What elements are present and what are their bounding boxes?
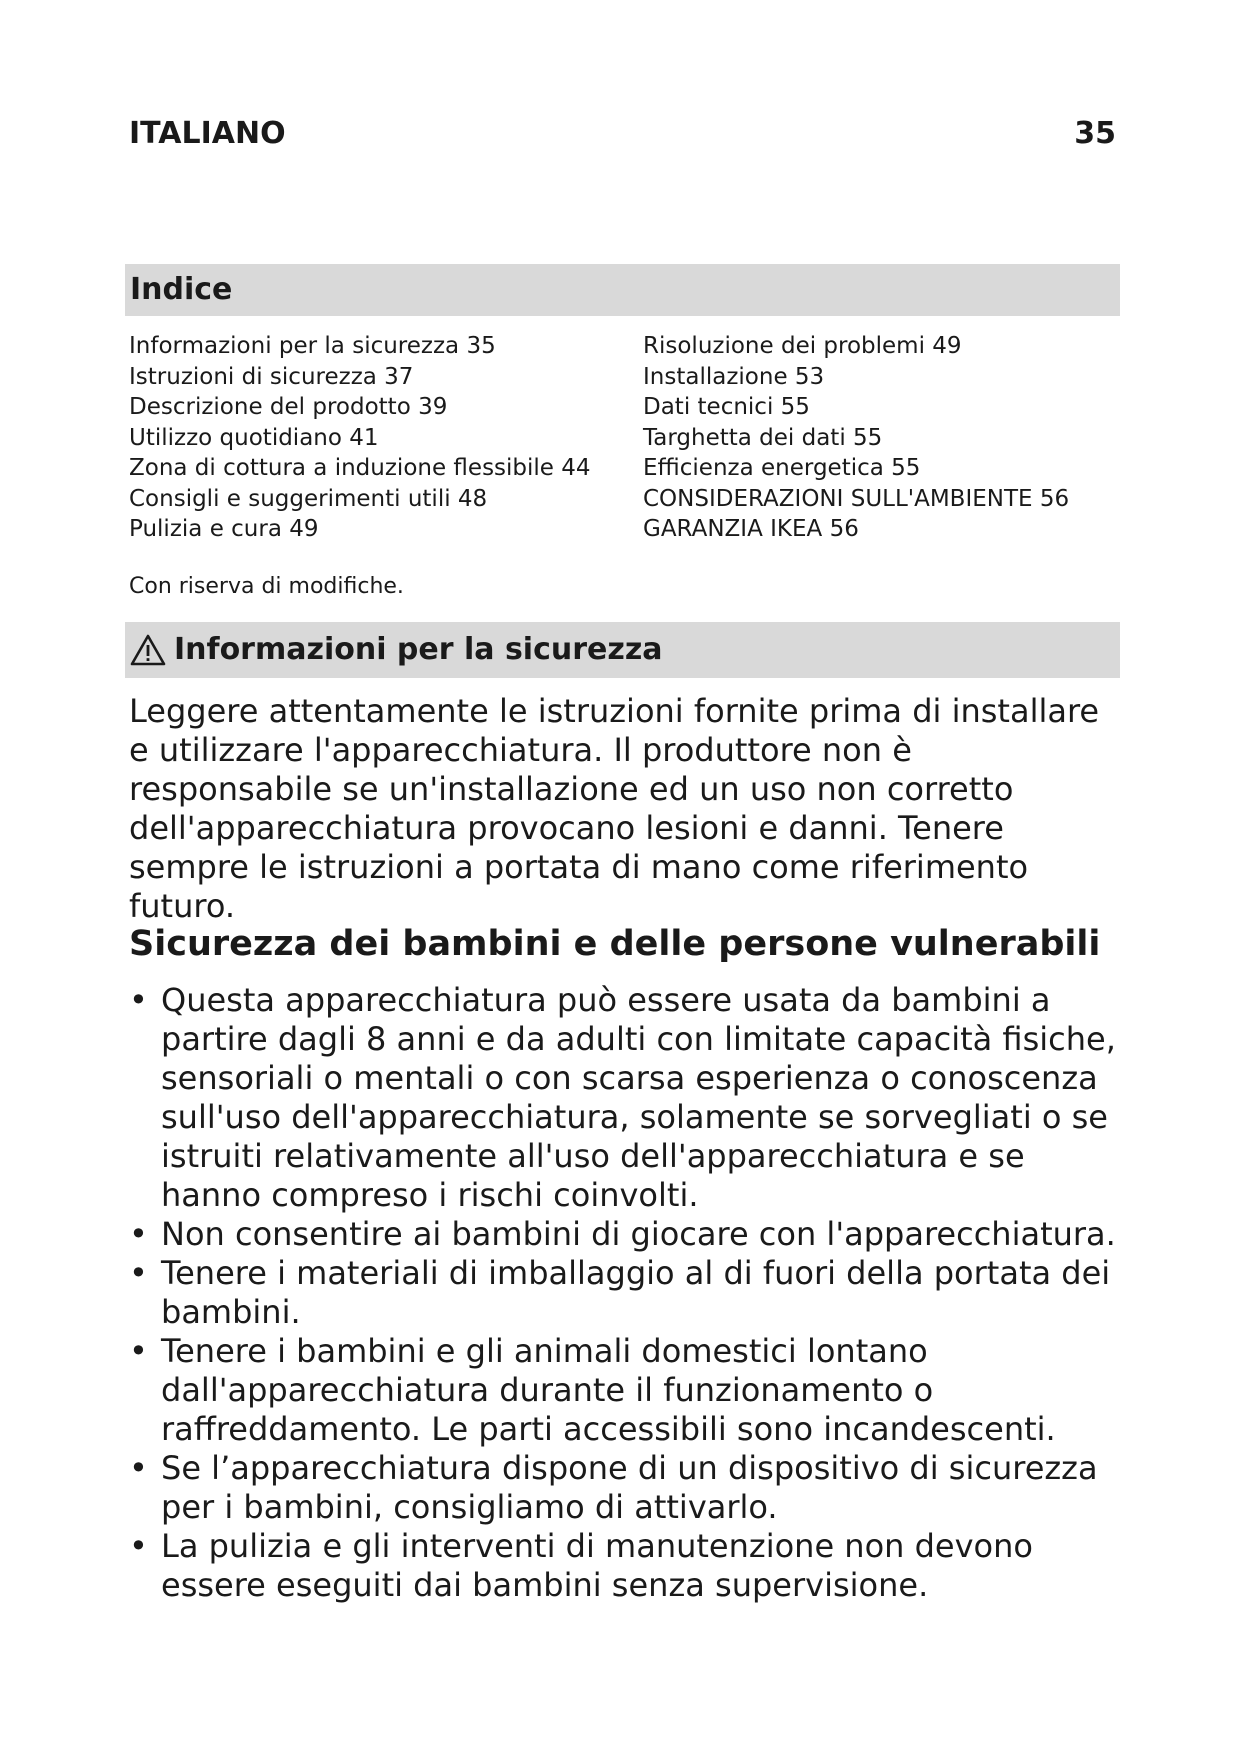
- toc-entry: Dati tecnici 55: [643, 394, 810, 420]
- safety-header-band: [125, 622, 1120, 678]
- list-item: [129, 1215, 1124, 1254]
- children-safety-list: [129, 981, 1124, 1605]
- change-notice: Con riserva di modifiche.: [129, 574, 404, 599]
- toc-entry: Consigli e suggerimenti utili 48: [129, 485, 488, 512]
- toc-entry: Istruzioni di sicurezza 37: [129, 363, 414, 390]
- toc-entry: Efficienza energetica 55: [643, 455, 921, 481]
- toc-entry: Descrizione del prodotto 39: [129, 394, 448, 420]
- page-number: 35: [1074, 116, 1116, 151]
- safety-title-row: [130, 632, 663, 667]
- toc-right-column: [643, 331, 1069, 545]
- toc-entry: GARANZIA IKEA 56: [643, 516, 859, 542]
- bullet-marker: •: [129, 1254, 148, 1292]
- safety-title: Informazioni per la sicurezza: [174, 632, 663, 667]
- toc-header-band: [125, 264, 1120, 316]
- list-item: [129, 1332, 1124, 1449]
- toc-left-column: [129, 331, 591, 545]
- children-section-title: Sicurezza dei bambini e delle persone vulnerabili: [129, 924, 1101, 964]
- list-item-text: La pulizia e gli interventi di manutenzione non devono essere eseguiti dai bambini senza supervisione.: [161, 1527, 1033, 1604]
- list-item-text: Questa apparecchiatura può essere usata da bambini a partire dagli 8 anni e da adulti con limitate capacità fisiche, sensoriali o mentali o con scarsa esperienza o conoscenza sull'uso dell'apparecchiatura, solamente se sorvegliati o se istruiti relativamente all'uso dell'apparecchiatura e se hanno compreso i rischi coinvolti.: [161, 981, 1116, 1214]
- list-item-text: Tenere i bambini e gli animali domestici lontano dall'apparecchiatura durante il funzionamento o raffreddamento. Le parti accessibili sono incandescenti.: [161, 1332, 1056, 1448]
- list-item: [129, 1527, 1124, 1605]
- toc-entry: Informazioni per la sicurezza 35: [129, 333, 496, 359]
- bullet-marker: •: [129, 1215, 148, 1253]
- toc-entry: Targhetta dei dati 55: [643, 424, 883, 451]
- bullet-marker: •: [129, 981, 148, 1019]
- header-language: ITALIANO: [129, 116, 286, 151]
- toc-title: Indice: [130, 272, 233, 307]
- list-item-text: Non consentire ai bambini di giocare con l'apparecchiatura.: [161, 1215, 1116, 1253]
- toc-entry: Pulizia e cura 49: [129, 516, 319, 542]
- list-item: [129, 981, 1124, 1215]
- warning-triangle-icon: [130, 634, 166, 666]
- list-item-text: Se l’apparecchiatura dispone di un dispositivo di sicurezza per i bambini, consigliamo di attivarlo.: [161, 1449, 1098, 1526]
- list-item: [129, 1449, 1124, 1527]
- bullet-marker: •: [129, 1332, 148, 1370]
- list-item-text: Tenere i materiali di imballaggio al di fuori della portata dei bambini.: [161, 1254, 1111, 1331]
- bullet-marker: •: [129, 1527, 148, 1565]
- toc-entry: Zona di cottura a induzione flessibile 44: [129, 455, 591, 481]
- toc-entry: CONSIDERAZIONI SULL'AMBIENTE 56: [643, 485, 1070, 512]
- toc-entry: Risoluzione dei problemi 49: [643, 333, 962, 359]
- bullet-marker: •: [129, 1449, 148, 1487]
- list-item: [129, 1254, 1124, 1332]
- safety-intro: Leggere attentamente le istruzioni fornite prima di installare e utilizzare l'apparecchiatura. Il produttore non è responsabile se un'installazione ed un uso non corretto dell'apparecchiatura provocano lesioni e danni. Tenere sempre le istruzioni a portata di mano come riferimento futuro.: [129, 692, 1100, 925]
- toc-entry: Installazione 53: [643, 363, 825, 390]
- toc-entry: Utilizzo quotidiano 41: [129, 424, 379, 451]
